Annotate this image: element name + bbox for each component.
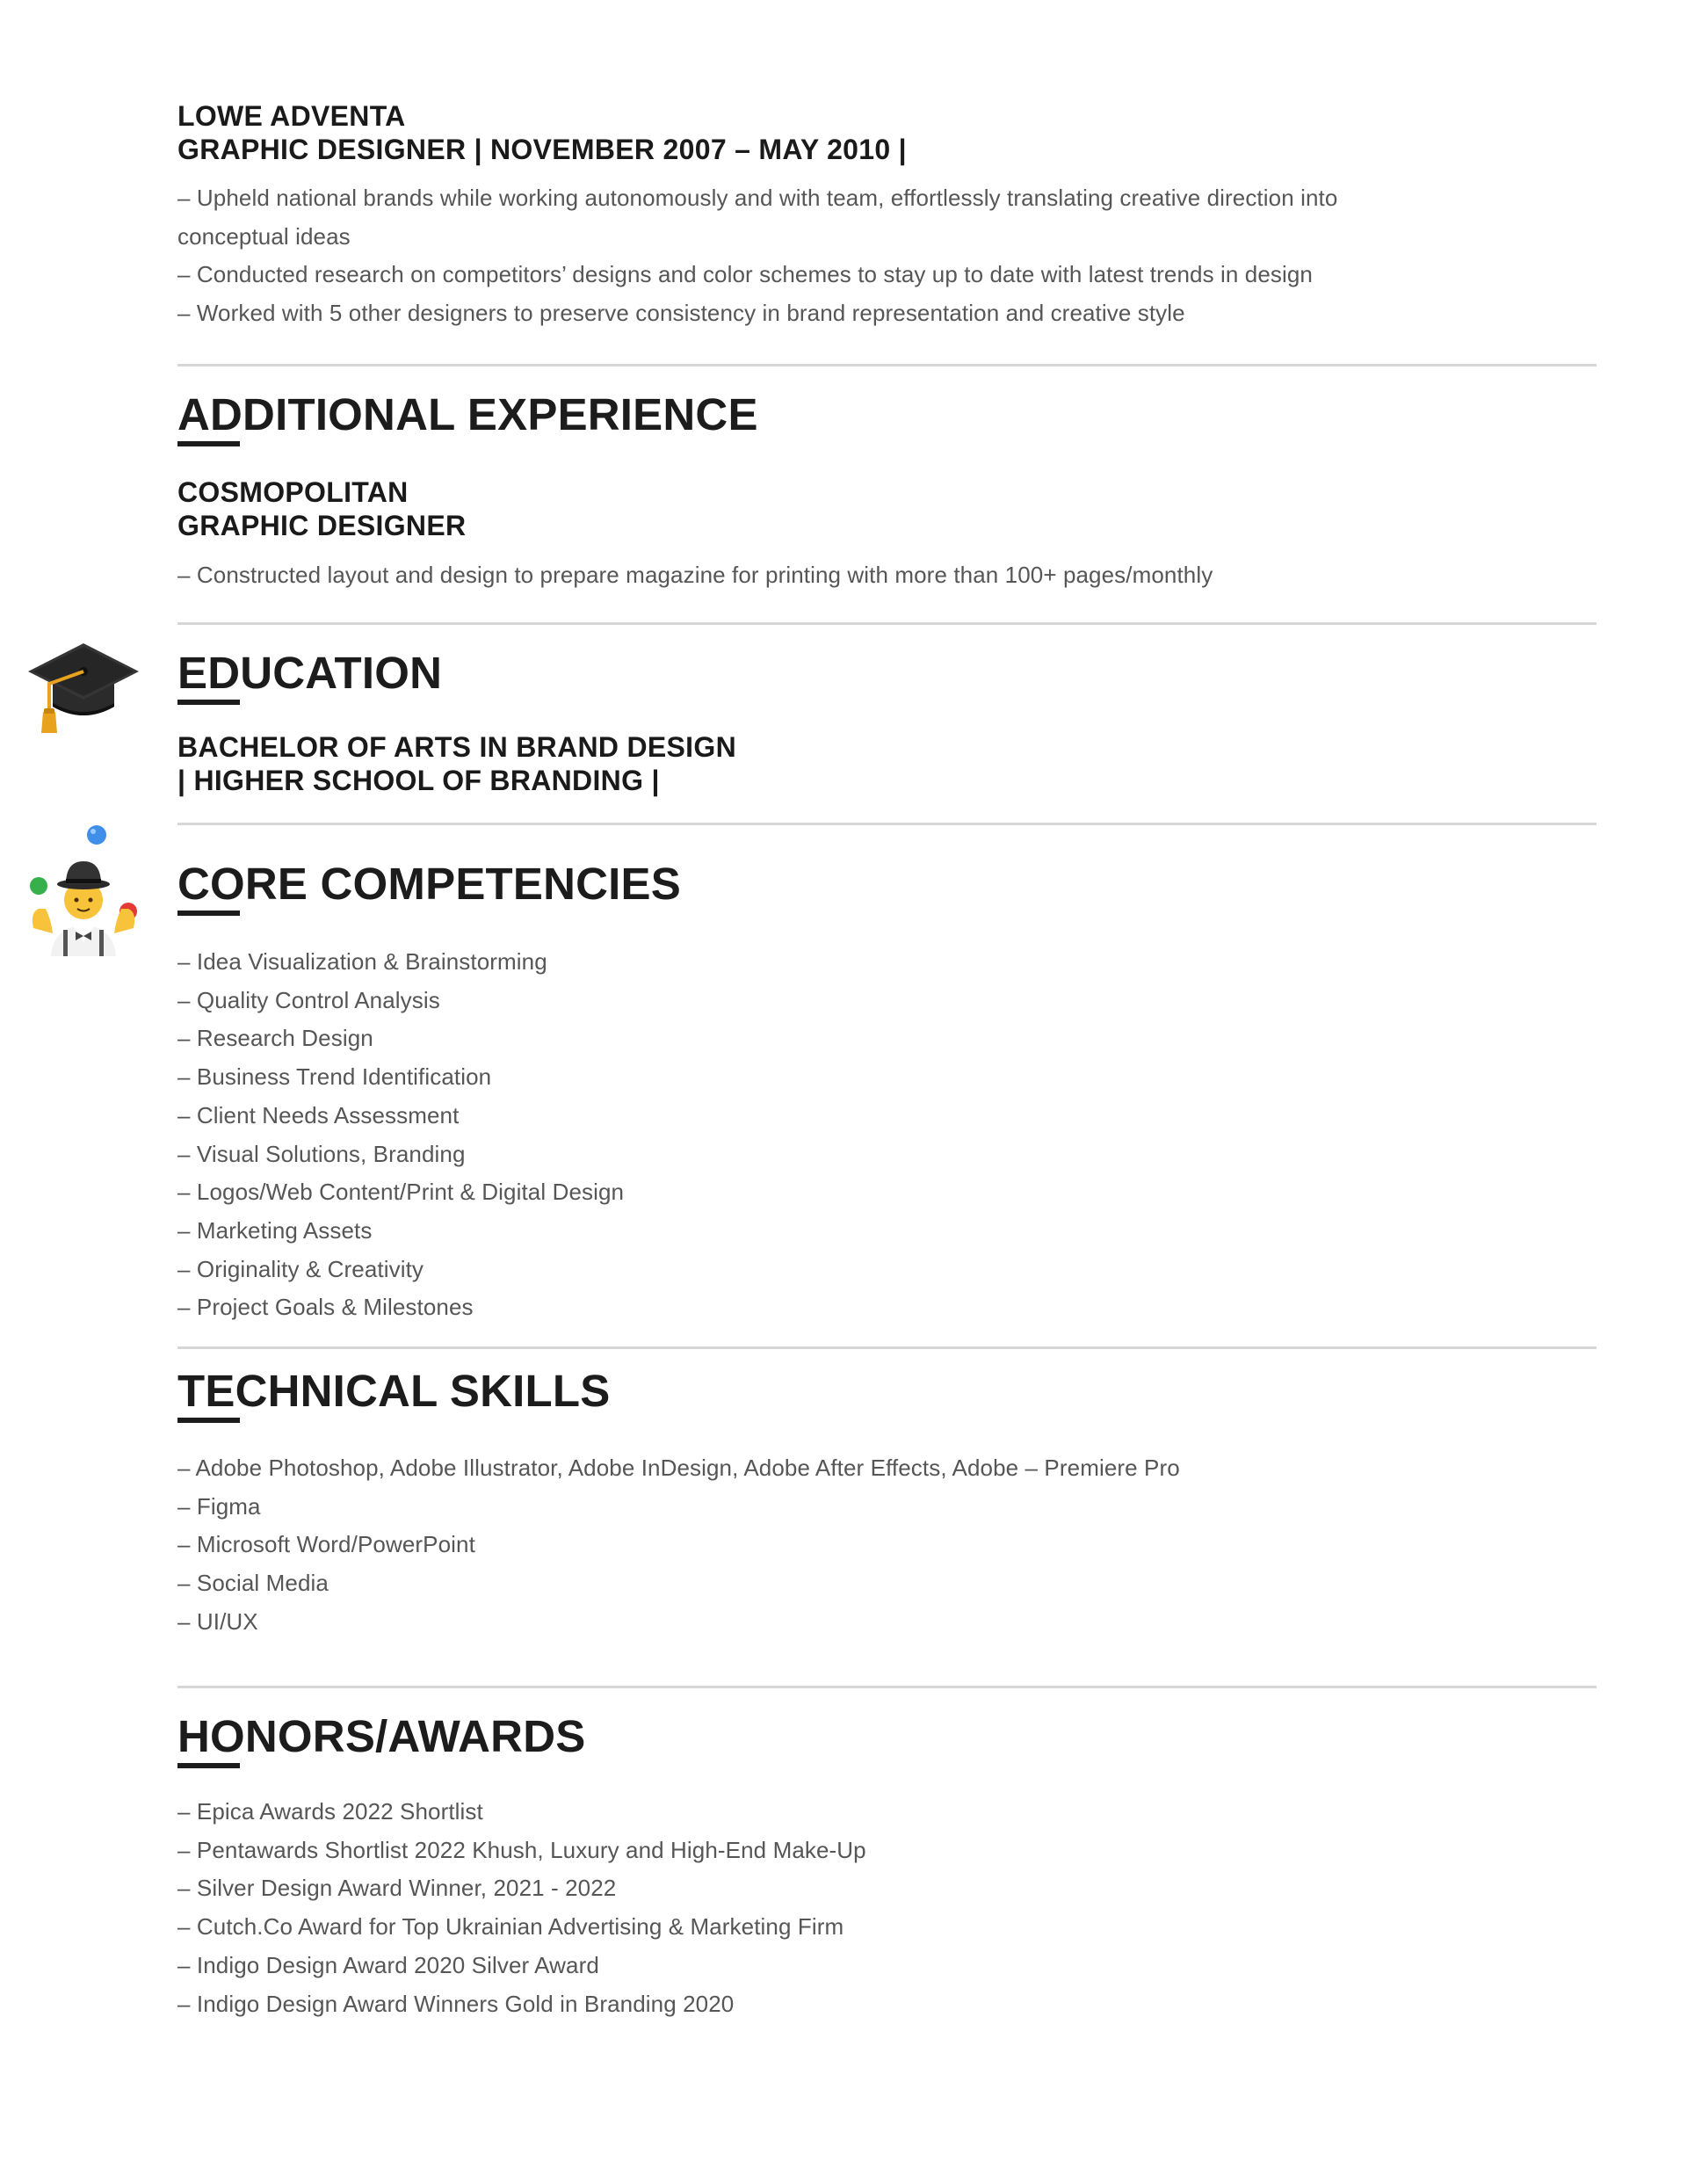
additional-experience-entry bbox=[177, 475, 1596, 542]
section-divider bbox=[177, 364, 1596, 366]
job-role: GRAPHIC DESIGNER bbox=[177, 510, 467, 541]
company-name: LOWE ADVENTA bbox=[177, 100, 406, 132]
graduation-cap-icon bbox=[26, 626, 141, 740]
list-item: – Visual Solutions, Branding bbox=[177, 1140, 466, 1167]
list-item: – Adobe Photoshop, Adobe Illustrator, Adobe InDesign, Adobe After Effects, Adobe – Premiere Pro bbox=[177, 1455, 1180, 1481]
section-heading-honors-awards: HONORS/AWARDS bbox=[177, 1711, 586, 1761]
list-item: – Microsoft Word/PowerPoint bbox=[177, 1531, 475, 1558]
list-item: – Indigo Design Award 2020 Silver Award bbox=[177, 1951, 599, 1978]
section-heading-core-competencies: CORE COMPETENCIES bbox=[177, 859, 681, 909]
section-heading-additional-experience: ADDITIONAL EXPERIENCE bbox=[177, 389, 758, 439]
list-item: – Logos/Web Content/Print & Digital Design bbox=[177, 1179, 625, 1206]
list-item: – Upheld national brands while working autonomously and with team, effortlessly translating creative direction into bbox=[177, 185, 1338, 211]
list-item: – Indigo Design Award Winners Gold in Branding 2020 bbox=[177, 1990, 735, 2017]
section-heading-education: EDUCATION bbox=[177, 648, 443, 698]
list-item: – Pentawards Shortlist 2022 Khush, Luxury and High-End Make-Up bbox=[177, 1836, 866, 1863]
list-item: – Marketing Assets bbox=[177, 1216, 373, 1244]
juggler-icon bbox=[26, 824, 141, 956]
heading-underline bbox=[177, 700, 240, 705]
list-item: – Silver Design Award Winner, 2021 - 2022 bbox=[177, 1875, 617, 1902]
list-item: – Client Needs Assessment bbox=[177, 1101, 460, 1128]
list-item: conceptual ideas bbox=[177, 222, 351, 250]
experience-entry bbox=[177, 99, 1596, 166]
list-item: – Conducted research on competitors’ designs and color schemes to stay up to date with latest trends in design bbox=[177, 261, 1313, 288]
degree-name: BACHELOR OF ARTS IN BRAND DESIGN bbox=[177, 731, 736, 763]
job-role: GRAPHIC DESIGNER | NOVEMBER 2007 – MAY 2010 | bbox=[177, 134, 907, 165]
section-divider bbox=[177, 1686, 1596, 1688]
list-item: – Cutch.Co Award for Top Ukrainian Advertising & Marketing Firm bbox=[177, 1913, 844, 1941]
heading-underline bbox=[177, 911, 240, 916]
section-divider bbox=[177, 823, 1596, 825]
company-name: COSMOPOLITAN bbox=[177, 476, 409, 508]
honors-awards-list bbox=[177, 1793, 1596, 2023]
education-entry bbox=[177, 730, 1596, 797]
list-item: – Originality & Creativity bbox=[177, 1255, 424, 1282]
technical-skills-list bbox=[177, 1449, 1596, 1642]
list-item: – UI/UX bbox=[177, 1607, 258, 1635]
section-divider bbox=[177, 622, 1596, 625]
section-heading-technical-skills: TECHNICAL SKILLS bbox=[177, 1366, 611, 1416]
list-item: – Project Goals & Milestones bbox=[177, 1294, 474, 1321]
heading-underline bbox=[177, 1763, 240, 1768]
school-name: | HIGHER SCHOOL OF BRANDING | bbox=[177, 765, 660, 796]
list-item: – Social Media bbox=[177, 1570, 329, 1597]
core-competencies-list bbox=[177, 943, 1596, 1327]
list-item: – Idea Visualization & Brainstorming bbox=[177, 948, 547, 975]
additional-experience-bullets bbox=[177, 556, 1596, 595]
list-item: – Quality Control Analysis bbox=[177, 986, 440, 1013]
list-item: – Constructed layout and design to prepare magazine for printing with more than 100+ pages/monthly bbox=[177, 562, 1213, 588]
list-item: – Business Trend Identification bbox=[177, 1063, 492, 1091]
section-divider bbox=[177, 1346, 1596, 1349]
list-item: – Epica Awards 2022 Shortlist bbox=[177, 1798, 483, 1825]
heading-underline bbox=[177, 1418, 240, 1423]
heading-underline bbox=[177, 441, 240, 446]
list-item: – Worked with 5 other designers to preserve consistency in brand representation and creative style bbox=[177, 300, 1185, 327]
list-item: – Figma bbox=[177, 1492, 261, 1520]
experience-bullets bbox=[177, 179, 1596, 333]
list-item: – Research Design bbox=[177, 1025, 373, 1052]
